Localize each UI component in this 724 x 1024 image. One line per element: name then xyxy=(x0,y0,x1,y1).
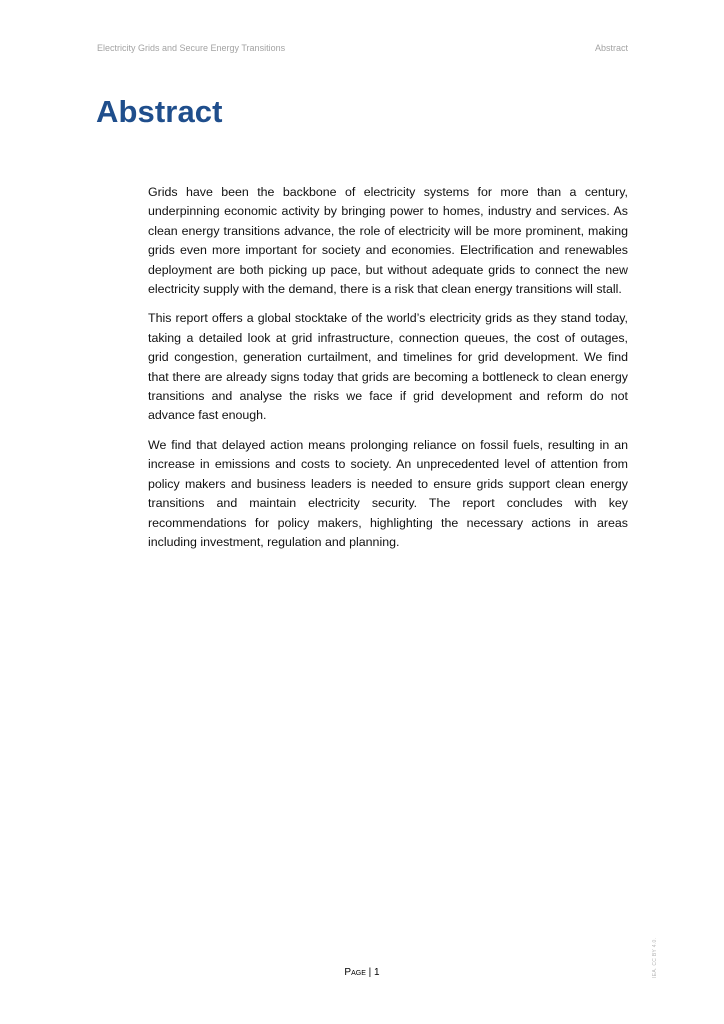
page-label: Page xyxy=(344,967,366,978)
abstract-paragraph-2: This report offers a global stocktake of the world’s electricity grids as they stand today, taking a detailed look at grid infrastructure, connection queues, the cost of outages, grid congestion, generation curtailment, and timelines for grid development. We find that there are already signs today that grids are becoming a bottleneck to clean energy transitions and analyse the risks we face if grid development and reform do not advance fast enough. xyxy=(148,311,628,423)
page-footer xyxy=(0,967,724,978)
abstract-paragraph-1: Grids have been the backbone of electricity systems for more than a century, underpinning economic activity by bringing power to homes, industry and services. As clean energy transitions advance, the role of electricity will be more prominent, making grids even more important for society and economies. Electrification and renewables deployment are both picking up pace, but without adequate grids to connect the new electricity supply with the demand, there is a risk that clean energy transitions will stall. xyxy=(148,185,628,297)
running-header xyxy=(97,43,628,57)
header-document-title: Electricity Grids and Secure Energy Transitions xyxy=(97,43,286,53)
page-title: Abstract xyxy=(96,94,223,129)
header-section-name: Abstract xyxy=(594,43,628,53)
abstract-body xyxy=(148,183,628,562)
page-number: 1 xyxy=(374,967,380,978)
page-separator: | xyxy=(365,967,375,978)
license-note: IEA. CC BY 4.0. xyxy=(652,937,658,978)
abstract-paragraph-3: We find that delayed action means prolonging reliance on fossil fuels, resulting in an increase in emissions and costs to society. An unprecedented level of attention from policy makers and business leaders is needed to ensure grids support clean energy transitions and maintain electricity security. The report concludes with key recommendations for policy makers, highlighting the necessary actions in areas including investment, regulation and planning. xyxy=(148,437,628,549)
